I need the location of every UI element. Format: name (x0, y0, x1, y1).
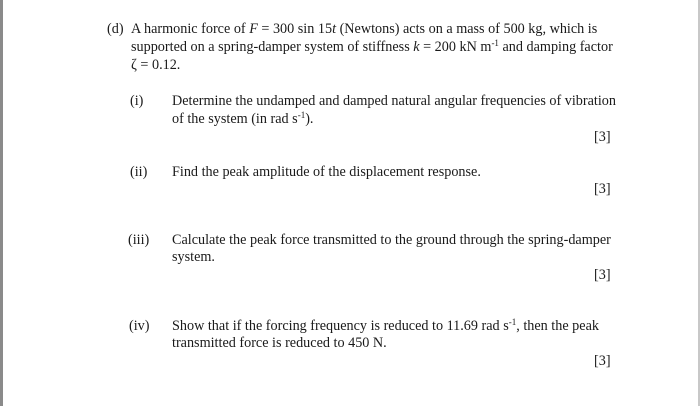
subpart-iii-marks: [3] (594, 267, 611, 283)
intro-line-1: A harmonic force of F = 300 sin 15t (Newtons) acts on a mass of 500 kg, which is (131, 21, 598, 37)
subpart-iv-line-2: transmitted force is reduced to 450 N. (172, 335, 387, 351)
subpart-ii-line-1: Find the peak amplitude of the displacement response. (172, 164, 481, 180)
subpart-i-marks: [3] (594, 129, 611, 145)
intro-line-3: ζ = 0.12. (131, 57, 181, 73)
part-label: (d) (107, 21, 124, 37)
subpart-i-line-1: Determine the undamped and damped natural angular frequencies of vibration (172, 93, 616, 109)
subpart-ii-marks: [3] (594, 181, 611, 197)
subpart-iii-line-1: Calculate the peak force transmitted to the ground through the spring-damper (172, 232, 611, 248)
subpart-label-iv: (iv) (129, 318, 150, 334)
subpart-label-iii: (iii) (128, 232, 150, 248)
intro-line-2: supported on a spring-damper system of stiffness k = 200 kN $m^{-1}$ and damping factor (131, 38, 613, 55)
subpart-iii-line-2: system. (172, 249, 215, 265)
subpart-i-line-2: of the system (in rad $s^{-1}$). (172, 110, 314, 127)
subpart-iv-line-1: Show that if the forcing frequency is reduced to 11.69 rad $s^{-1}$, then the peak (172, 317, 599, 334)
subpart-label-ii: (ii) (130, 164, 148, 180)
subpart-iv-marks: [3] (594, 353, 611, 369)
subpart-label-i: (i) (130, 93, 144, 109)
